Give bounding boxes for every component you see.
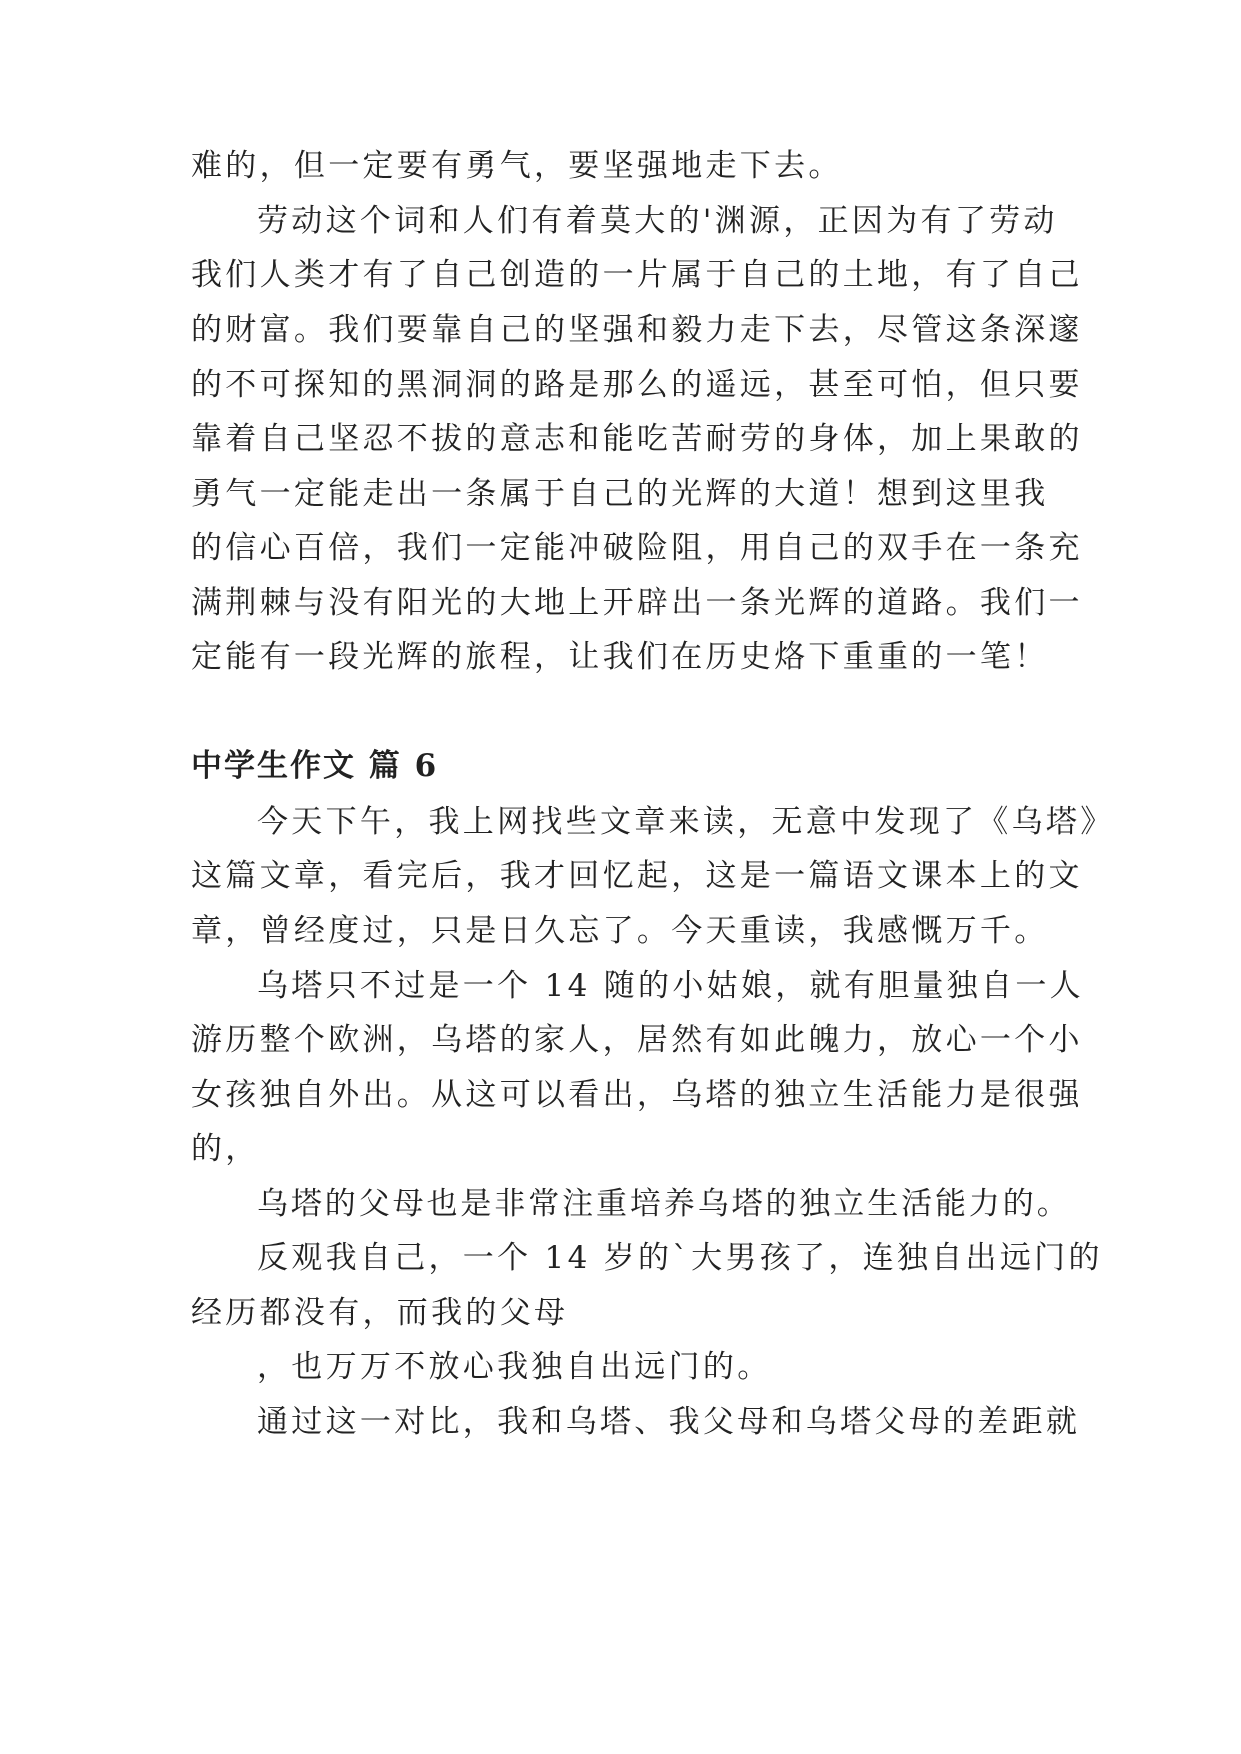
text-line: ，也万万不放心我独自出远门的。 (257, 1349, 772, 1385)
section-heading: 中学生作文 篇 6 (191, 748, 439, 784)
text-line: 乌塔只不过是一个 14 随的小姑娘，就有胆量独自一人 (257, 968, 1084, 1004)
text-line: 难的，但一定要有勇气，要坚强地走下去。 (191, 148, 843, 184)
text-line: 游历整个欧洲，乌塔的家人，居然有如此魄力，放心一个小 (191, 1022, 1083, 1058)
text-line: 劳动这个词和人们有着莫大的'渊源，正因为有了劳动 (257, 203, 1058, 239)
text-line: 我们人类才有了自己创造的一片属于自己的土地，有了自己 (191, 257, 1083, 293)
text-line: 靠着自己坚忍不拔的意志和能吃苦耐劳的身体，加上果敢的 (191, 421, 1083, 457)
text-line: 今天下午，我上网找些文章来读，无意中发现了《乌塔》 (257, 804, 1115, 840)
text-line: 的财富。我们要靠自己的坚强和毅力走下去，尽管这条深邃 (191, 312, 1083, 348)
text-line: 章，曾经度过，只是日久忘了。今天重读，我感慨万千。 (191, 913, 1049, 949)
text-line: 反观我自己，一个 14 岁的`大男孩了，连独自出远门的 (257, 1240, 1103, 1276)
text-line: 的， (191, 1131, 260, 1167)
text-line: 的信心百倍，我们一定能冲破险阻，用自己的双手在一条充 (191, 530, 1083, 566)
text-line: 经历都没有，而我的父母 (191, 1295, 569, 1331)
text-line: 定能有一段光辉的旅程，让我们在历史烙下重重的一笔！ (191, 639, 1049, 675)
text-line: 满荆棘与没有阳光的大地上开辟出一条光辉的道路。我们一 (191, 585, 1083, 621)
text-line: 的不可探知的黑洞洞的路是那么的遥远，甚至可怕，但只要 (191, 367, 1083, 403)
text-line: 乌塔的父母也是非常注重培养乌塔的独立生活能力的。 (257, 1186, 1071, 1222)
text-line: 这篇文章，看完后，我才回忆起，这是一篇语文课本上的文 (191, 858, 1083, 894)
text-line: 勇气一定能走出一条属于自己的光辉的大道！想到这里我 (191, 476, 1049, 512)
text-line: 女孩独自外出。从这可以看出，乌塔的独立生活能力是很强 (191, 1077, 1083, 1113)
text-line: 通过这一对比，我和乌塔、我父母和乌塔父母的差距就 (257, 1404, 1081, 1440)
